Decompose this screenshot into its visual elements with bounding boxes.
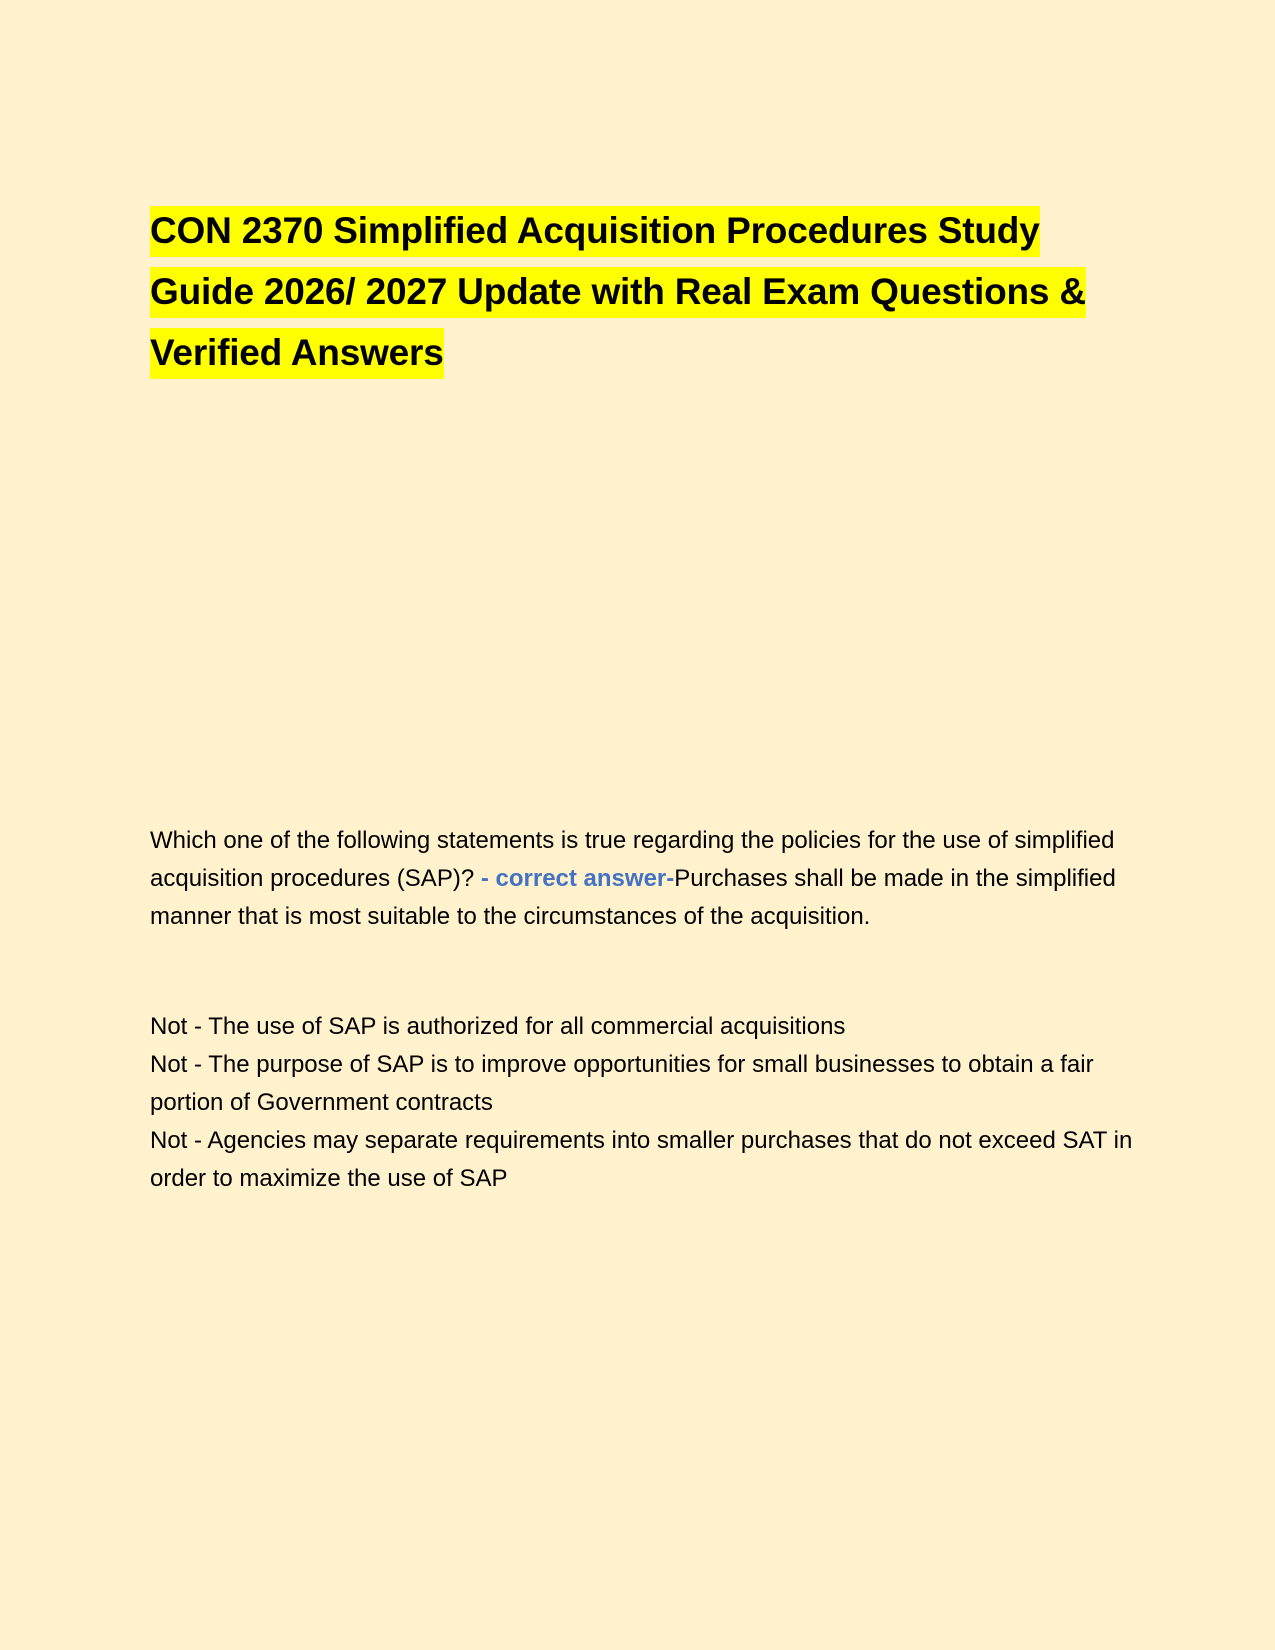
title-highlight: CON 2370 Simplified Acquisition Procedures Study Guide 2026/ 2027 Update with Real Exam Questions & Verified Answers — [150, 206, 1086, 379]
correct-answer-marker: - correct answer- — [480, 865, 675, 892]
question-text: Which one of the following statements is true regarding the policies for the use of simplified acquisition procedures (SAP)? — [150, 827, 1115, 892]
not-item-3: Not - Agencies may separate requirements into smaller purchases that do not exceed SAT in order to maximize the use of SAP — [150, 1127, 1133, 1192]
document-title — [150, 200, 1135, 383]
not-item-1: Not - The use of SAP is authorized for all commercial acquisitions — [150, 1013, 846, 1040]
answer-text: Purchases shall be made in the simplified manner that is most suitable to the circumstances of the acquisition. — [150, 865, 1116, 930]
not-item-2: Not - The purpose of SAP is to improve opportunities for small businesses to obtain a fair portion of Government contracts — [150, 1051, 1094, 1116]
qa-section — [150, 822, 1135, 1198]
question-paragraph — [150, 822, 1135, 936]
document-page — [150, 200, 1135, 383]
question-block — [150, 822, 1135, 936]
